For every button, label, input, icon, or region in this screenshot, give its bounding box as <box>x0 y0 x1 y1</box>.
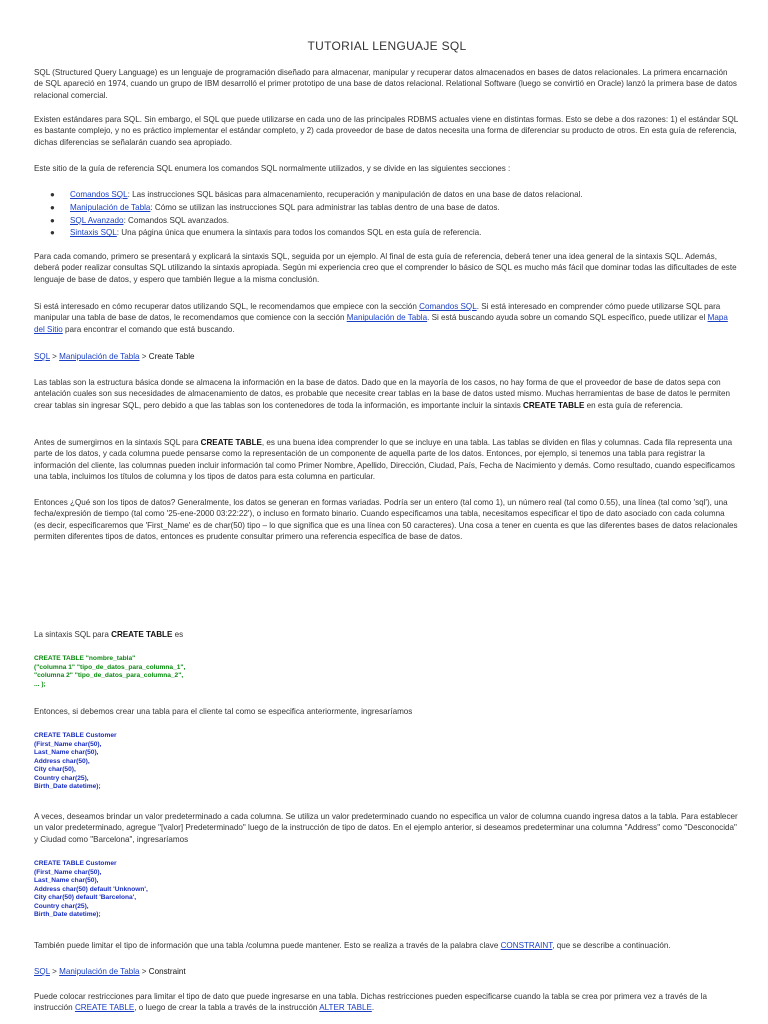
breadcrumb-separator: > <box>49 967 60 976</box>
syntax-intro-paragraph <box>34 629 738 640</box>
link-sql-avanzado[interactable]: SQL Avanzado <box>70 215 124 225</box>
constraint-paragraph <box>34 991 738 1014</box>
keyword-create-table: CREATE TABLE <box>523 400 585 410</box>
code-block-customer-default: CREATE TABLE Customer (First_Name char(50), Last_Name char(50), Address char(50) default 'Unknown', City char(50) default 'Barcelona', Country char(25), Birth_Date datetime); <box>34 860 148 918</box>
paragraph-text: La sintaxis SQL para <box>34 630 112 639</box>
paragraph-text: es <box>172 630 184 639</box>
sections-intro-paragraph: Este sitio de la guía de referencia SQL enumera los comandos SQL normalmente utilizados, y se divide en las siguientes secciones : <box>34 164 511 173</box>
standards-paragraph: Existen estándares para SQL. Sin embargo, el SQL que puede utilizarse en cada uno de las principales RDBMS actuales viene en distintas formas. Esto se debe a dos razones: 1) el estándar SQL es bastante complejo, y no es práctico implementar el estándar completo, y 2) cada proveedor de base de datos necesita una forma de diferenciar su producto de otros. En esta guía de referencia, dichas diferencias se señalarán cuando sea apropiado. <box>34 115 738 147</box>
paragraph-text: Puede colocar restricciones para limitar el tipo de dato que puede ingresarse en una tabla. Dichas restricciones pueden especificarse cuando la tabla se crea por primera vez a través de la instrucción <box>34 992 708 1013</box>
breadcrumb-link-sql[interactable]: SQL <box>34 967 50 976</box>
list-item-text: : Una página única que enumera la sintaxis para todos los comandos SQL en esta guía de referencia. <box>116 228 482 238</box>
breadcrumb-link-manipulacion[interactable]: Manipulación de Tabla <box>59 352 140 361</box>
sections-list <box>50 189 740 240</box>
list-item <box>50 215 740 228</box>
link-manipulacion-tabla-inline[interactable]: Manipulación de Tabla <box>346 313 428 323</box>
link-mapa-sitio[interactable]: Mapa del Sitio <box>34 313 728 334</box>
breadcrumb-constraint <box>34 966 738 977</box>
list-item <box>50 227 740 240</box>
link-comandos-sql[interactable]: Comandos SQL <box>70 190 128 199</box>
breadcrumb-link-sql[interactable]: SQL <box>34 352 50 361</box>
list-item <box>50 189 740 202</box>
keyword-create-table: CREATE TABLE <box>111 630 173 639</box>
bullet-icon: ● <box>50 202 55 212</box>
paragraph-text: Si está interesado en cómo recuperar datos utilizando SQL, le recomendamos que empiece con la sección <box>34 302 420 311</box>
paragraph-text: , que se describe a continuación. <box>552 941 671 950</box>
paragraph-text: , o luego de crear la tabla a través de la instrucción <box>134 1003 320 1013</box>
default-values-paragraph: A veces, deseamos brindar un valor predeterminado a cada columna. Se utiliza un valor predeterminado cuando no especifica un valor de columna cuando ingresa datos a la tabla. Para establecer un valor predeterminado, agregue "[valor] Predeterminado" luego de la instrucción de tipo de datos. En el ejemplo anterior, si deseamos predeterminar una columna "Address" como "Desconocida" y Ciudad como "Barcelona", ingresaríamos <box>34 812 738 844</box>
breadcrumb-link-manipulacion[interactable]: Manipulación de Tabla <box>59 967 140 976</box>
link-constraint[interactable]: CONSTRAINT <box>500 941 553 950</box>
commands-paragraph: Para cada comando, primero se presentará y explicará la sintaxis SQL, seguida por un ejemplo. Al final de esta guía de referencia, deberá tener una idea general de la sintaxis SQL. Además, deberá poder realizar consultas SQL utilizando la sintaxis apropiada. Según mi experiencia creo que el comprender lo básico de SQL es mucho más fácil que dominar todas las dificultades de este lenguaje de base de datos, y espero que también llegue a la misma conclusión. <box>34 252 737 284</box>
bullet-icon: ● <box>50 190 55 199</box>
code-block-customer: CREATE TABLE Customer (First_Name char(50), Last_Name char(50), Address char(50), City char(50), Country char(25), Birth_Date datetime); <box>34 732 117 790</box>
link-create-table[interactable]: CREATE TABLE <box>74 1003 135 1013</box>
link-sintaxis-sql[interactable]: Sintaxis SQL <box>70 228 117 238</box>
bullet-icon: ● <box>50 228 55 238</box>
paragraph-text: También puede limitar el tipo de información que una tabla /columna puede mantener. Esto se realiza a través de la palabra clave <box>34 941 501 950</box>
breadcrumb-separator: > <box>49 352 60 361</box>
recommendation-paragraph <box>34 301 738 335</box>
breadcrumb-separator: > <box>139 352 149 361</box>
keyword-create-table: CREATE TABLE <box>200 438 262 447</box>
breadcrumb-current: Constraint <box>148 967 186 976</box>
paragraph-text: . Si está interesado en comprender cómo puede utilizarse SQL para manipular una tabla de base de datos, le recomendamos que comience con la sección <box>34 302 721 323</box>
bullet-icon: ● <box>50 215 55 225</box>
list-item-text: : Las instrucciones SQL básicas para almacenamiento, recuperación y manipulación de datos en una base de datos relacional. <box>127 190 583 199</box>
paragraph-text: . Si está buscando ayuda sobre un comando SQL específico, puede utilizar el <box>427 313 708 323</box>
paragraph-text: en esta guía de referencia. <box>584 400 683 410</box>
paragraph-text: Antes de sumergirnos en la sintaxis SQL para <box>34 438 201 447</box>
document-title: TUTORIAL LENGUAJE SQL <box>307 39 467 53</box>
breadcrumb-current: Create Table <box>148 352 195 361</box>
data-types-paragraph: Entonces ¿Qué son los tipos de datos? Generalmente, los datos se generan en formas variadas. Podría ser un entero (tal como 1), un número real (tal como 0.55), una línea (tal como 'sql'), una fecha/expresión de tiempo (tal como '25-ene-2000 03:22:22'), o incluso en formato binario. Cuando especificamos una tabla, necesitamos especificar el tipo de dato asociado con cada columna (es decir, especificaremos que 'First_Name' es de char(50) tipo – lo que significa que es una línea con 50 caracteres). Una cosa a tener en cuenta es que las diferentes bases de datos relacionales permiten diferentes tipos de datos, entonces es prudente consultar primero una referencia específica de base de datos. <box>34 498 738 542</box>
paragraph-text: . <box>371 1003 375 1013</box>
paragraph-text: Las tablas son la estructura básica donde se almacena la información en la base de datos. Dado que en la mayoría de los casos, no hay forma de que el proveedor de base de datos sepa con antelación cuales son sus necesidades de almacenamiento de datos, es probable que necesite crear tablas en la base de datos usted mismo. Muchas herramientas de base de datos le permiten crear tablas sin ingresar SQL, pero debido a que las tablas son los contenedores de toda la información, es importante incluir la sintaxis <box>34 378 731 410</box>
link-manipulacion-tabla[interactable]: Manipulación de Tabla <box>70 202 151 212</box>
paragraph-text: para encontrar el comando que está buscando. <box>62 324 235 334</box>
breadcrumb-separator: > <box>139 967 149 976</box>
list-item-text: : Comandos SQL avanzados. <box>123 215 229 225</box>
intro-paragraph: SQL (Structured Query Language) es un lenguaje de programación diseñado para almacenar, manipular y recuperar datos almacenados en bases de datos relacionales. La primera encarnación de SQL apareció en 1974, cuando un grupo de IBM desarrolló el primer prototipo de una base de datos relacional. Relational Software (luego se convirtió en Oracle) lanzó la primera base de datos relacional comercial. <box>34 68 737 100</box>
breadcrumb-create-table <box>34 351 738 362</box>
link-alter-table[interactable]: ALTER TABLE <box>319 1003 372 1013</box>
code-block-syntax: CREATE TABLE "nombre_tabla" ("columna 1" "tipo_de_datos_para_columna_1", "columna 2" "tipo_de_datos_para_columna_2", ... ); <box>34 655 186 688</box>
link-comandos-sql-inline[interactable]: Comandos SQL <box>419 302 477 311</box>
paragraph-text: , es una buena idea comprender lo que se incluye en una tabla. Las tablas se dividen en filas y columnas. Cada fila representa una parte de los datos, y cada columna puede pensarse como la representación de un componente de aquella parte de los datos. Entonces, por ejemplo, si tenemos una tabla para registrar la información del cliente, las columnas pueden incluir información tal como Primer Nombre, Apellido, Dirección, Ciudad, País, Fecha de Nacimiento y demás. Como resultado, cuando especificamos una tabla, incluimos los títulos de columna y los tipos de datos para esta columna en particular. <box>34 438 735 482</box>
list-item <box>50 202 740 215</box>
table-structure-paragraph <box>34 437 738 483</box>
constraint-intro-paragraph <box>34 940 738 951</box>
list-item-text: : Cómo se utilizan las instrucciones SQL para administrar las tablas dentro de una base de datos. <box>150 202 500 212</box>
example-intro-paragraph: Entonces, si debemos crear una tabla para el cliente tal como se especifica anteriormente, ingresaríamos <box>34 707 413 716</box>
tables-paragraph <box>34 377 738 411</box>
